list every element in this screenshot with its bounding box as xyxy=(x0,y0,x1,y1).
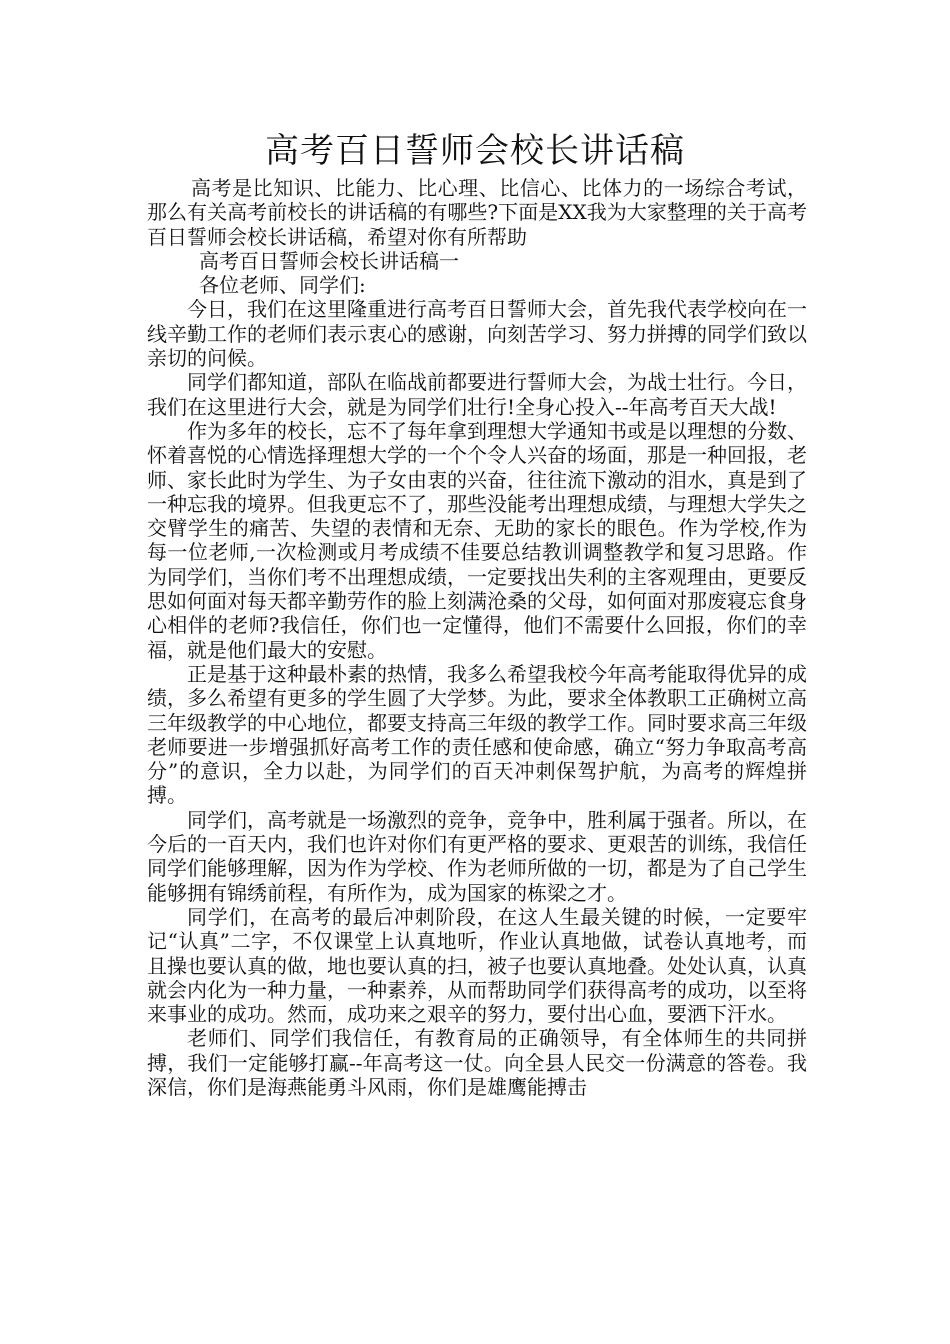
body-paragraph: 正是基于这种最朴素的热情，我多么希望我校今年高考能取得优异的成绩，多么希望有更多的学生圆了大学梦。为此，要求全体教职工正确树立高三年级教学的中心地位，都要支持高三年级的教学工作。同时要求高三年级老师要进一步增强抓好高考工作的责任感和使命感，确立“努力争取高考高分”的意识，全力以赴，为同学们的百天冲刺保驾护航，为高考的辉煌拼搏。 xyxy=(147,661,807,808)
document-body xyxy=(147,176,807,1099)
salutation: 各位老师、同学们: xyxy=(199,273,366,298)
body-paragraph: 今日，我们在这里隆重进行高考百日誓师大会，首先我代表学校向在一线辛勤工作的老师们表示衷心的感谢，向刻苦学习、努力拼搏的同学们致以亲切的问候。 xyxy=(147,297,807,371)
intro-paragraph: 高考是比知识、比能力、比心理、比信心、比体力的一场综合考试，那么有关高考前校长的讲话稿的有哪些?下面是XX我为大家整理的关于高考百日誓师会校长讲话稿，希望对你有所帮助 xyxy=(147,176,807,249)
document-title: 高考百日誓师会校长讲话稿 xyxy=(265,131,685,171)
body-paragraph: 同学们，在高考的最后冲刺阶段，在这人生最关键的时候，一定要牢记“认真”二字，不仅课堂上认真地听，作业认真地做，试卷认真地考，而且操也要认真的做，地也要认真的扫，被子也要认真地叠。处处认真，认真就会内化为一种力量，一种素养，从而帮助同学们获得高考的成功，以至将来事业的成功。然而，成功来之艰辛的努力，要付出心血，要洒下汗水。 xyxy=(147,904,807,1027)
body-paragraph: 同学们，高考就是一场激烈的竞争，竞争中，胜利属于强者。所以，在今后的一百天内，我们也许对你们有更严格的要求、更艰苦的训练，我信任同学们能够理解，因为作为学校、作为老师所做的一切，都是为了自己学生能够拥有锦绣前程，有所作为，成为国家的栋梁之才。 xyxy=(147,807,807,905)
body-paragraph: 同学们都知道，部队在临战前都要进行誓师大会，为战士壮行。今日，我们在这里进行大会，就是为同学们壮行!全身心投入--年高考百天大战! xyxy=(147,370,807,419)
body-paragraph: 老师们、同学们我信任，有教育局的正确领导，有全体师生的共同拼搏，我们一定能够打赢--年高考这一仗。向全县人民交一份满意的答卷。我深信，你们是海燕能勇斗风雨，你们是雄鹰能搏击 xyxy=(147,1026,807,1099)
section-heading: 高考百日誓师会校长讲话稿一 xyxy=(199,248,459,273)
body-paragraph: 作为多年的校长，忘不了每年拿到理想大学通知书或是以理想的分数、怀着喜悦的心情选择理想大学的一个个令人兴奋的场面，那是一种回报，老师、家长此时为学生、为子女由衷的兴奋，往往流下激动的泪水，真是到了一种忘我的境界。但我更忘不了，那些没能考出理想成绩，与理想大学失之交臂学生的痛苦、失望的表情和无奈、无助的家长的眼色。作为学校,作为每一位老师,一次检测或月考成绩不佳要总结教训调整教学和复习思路。作为同学们，当你们考不出理想成绩，一定要找出失利的主客观理由，更要反思如何面对每天都辛勤劳作的脸上刻满沧桑的父母，如何面对那废寝忘食身心相伴的老师?我信任，你们也一定懂得，他们不需要什么回报，你们的幸福，就是他们最大的安慰。 xyxy=(147,418,807,662)
